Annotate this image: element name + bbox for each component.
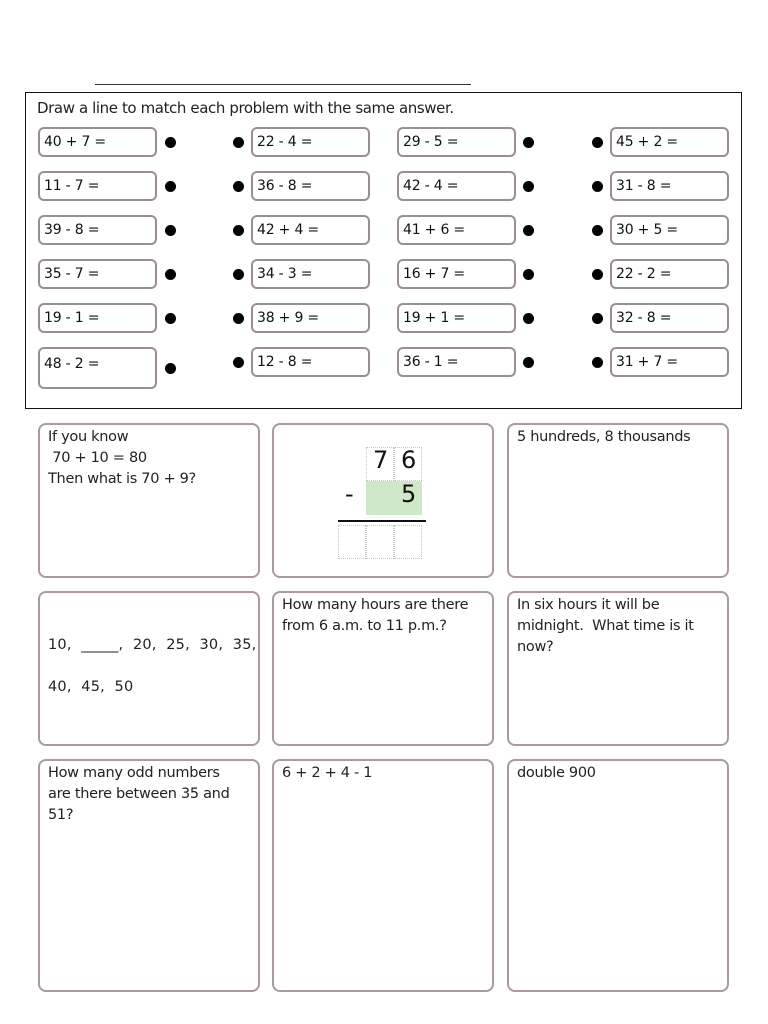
card-text: How many hours are there [282,597,469,613]
digit-ones: 5 [401,480,416,508]
answer-cell[interactable] [394,525,422,559]
question-card-double[interactable] [507,759,729,992]
match-dot[interactable] [523,313,534,324]
answer-cell[interactable] [338,525,366,559]
match-dot[interactable] [592,137,603,148]
problem-box-col4: 31 - 8 = [610,171,729,201]
name-line[interactable] [95,84,471,85]
match-dot[interactable] [592,225,603,236]
match-dot[interactable] [233,313,244,324]
match-dot[interactable] [592,181,603,192]
problem-box-col2: 38 + 9 = [251,303,370,333]
sum-line [338,520,426,522]
match-dot[interactable] [592,269,603,280]
card-text: If you know [48,429,129,445]
match-dot[interactable] [233,137,244,148]
question-card-sequence[interactable] [38,591,260,746]
answer-cell[interactable] [366,525,394,559]
problem-box-col3: 42 - 4 = [397,171,516,201]
problem-box-col4: 45 + 2 = [610,127,729,157]
match-dot[interactable] [592,357,603,368]
match-dot[interactable] [592,313,603,324]
match-dot[interactable] [523,137,534,148]
question-card-expression[interactable] [272,759,494,992]
problem-box-col2: 36 - 8 = [251,171,370,201]
card-text: In six hours it will be [517,597,660,613]
match-dot[interactable] [523,181,534,192]
digit-ones: 6 [401,446,416,474]
problem-box-col4: 30 + 5 = [610,215,729,245]
card-text: 70 + 10 = 80 [48,450,147,466]
card-text: 6 + 2 + 4 - 1 [282,765,373,781]
sequence-line-1: 10, _____, 20, 25, 30, 35, [48,637,257,653]
match-dot[interactable] [165,313,176,324]
match-dot[interactable] [165,137,176,148]
sequence-line-2: 40, 45, 50 [48,679,134,695]
match-dot[interactable] [233,181,244,192]
problem-box-col1: 40 + 7 = [38,127,157,157]
problem-box-col1: 48 - 2 = [38,347,157,389]
match-dot[interactable] [523,225,534,236]
problem-box-col3: 16 + 7 = [397,259,516,289]
problem-box-col1: 11 - 7 = [38,171,157,201]
problem-box-col3: 19 + 1 = [397,303,516,333]
card-text: Then what is 70 + 9? [48,471,196,487]
question-card-hours[interactable] [272,591,494,746]
minus-sign: - [345,480,354,508]
question-card-place-value[interactable] [507,423,729,578]
problem-box-col3: 36 - 1 = [397,347,516,377]
problem-box-col1: 19 - 1 = [38,303,157,333]
digit-tens: 7 [373,446,388,474]
match-dot[interactable] [165,181,176,192]
match-dot[interactable] [233,357,244,368]
problem-box-col4: 22 - 2 = [610,259,729,289]
match-dot[interactable] [233,225,244,236]
question-card-subtraction[interactable] [272,423,494,578]
card-text: from 6 a.m. to 11 p.m.? [282,618,447,634]
question-card-time[interactable] [507,591,729,746]
matching-section [25,92,742,409]
problem-box-col2: 12 - 8 = [251,347,370,377]
card-text: 51? [48,807,74,823]
problem-box-col1: 39 - 8 = [38,215,157,245]
question-card-odd-numbers[interactable] [38,759,260,992]
problem-box-col2: 34 - 3 = [251,259,370,289]
instructions: Draw a line to match each problem with the same answer. [37,99,454,117]
card-text: midnight. What time is it [517,618,694,634]
match-dot[interactable] [165,269,176,280]
card-text: 5 hundreds, 8 thousands [517,429,691,445]
problem-box-col2: 22 - 4 = [251,127,370,157]
problem-box-col4: 31 + 7 = [610,347,729,377]
question-card-known-fact[interactable] [38,423,260,578]
problem-box-col3: 29 - 5 = [397,127,516,157]
problem-box-col3: 41 + 6 = [397,215,516,245]
problem-box-col1: 35 - 7 = [38,259,157,289]
card-text: How many odd numbers [48,765,220,781]
card-text: are there between 35 and [48,786,230,802]
match-dot[interactable] [165,225,176,236]
problem-box-col2: 42 + 4 = [251,215,370,245]
match-dot[interactable] [165,363,176,374]
match-dot[interactable] [523,357,534,368]
match-dot[interactable] [523,269,534,280]
place-value-grid [338,447,428,559]
card-text: now? [517,639,554,655]
match-dot[interactable] [233,269,244,280]
problem-box-col4: 32 - 8 = [610,303,729,333]
card-text: double 900 [517,765,596,781]
